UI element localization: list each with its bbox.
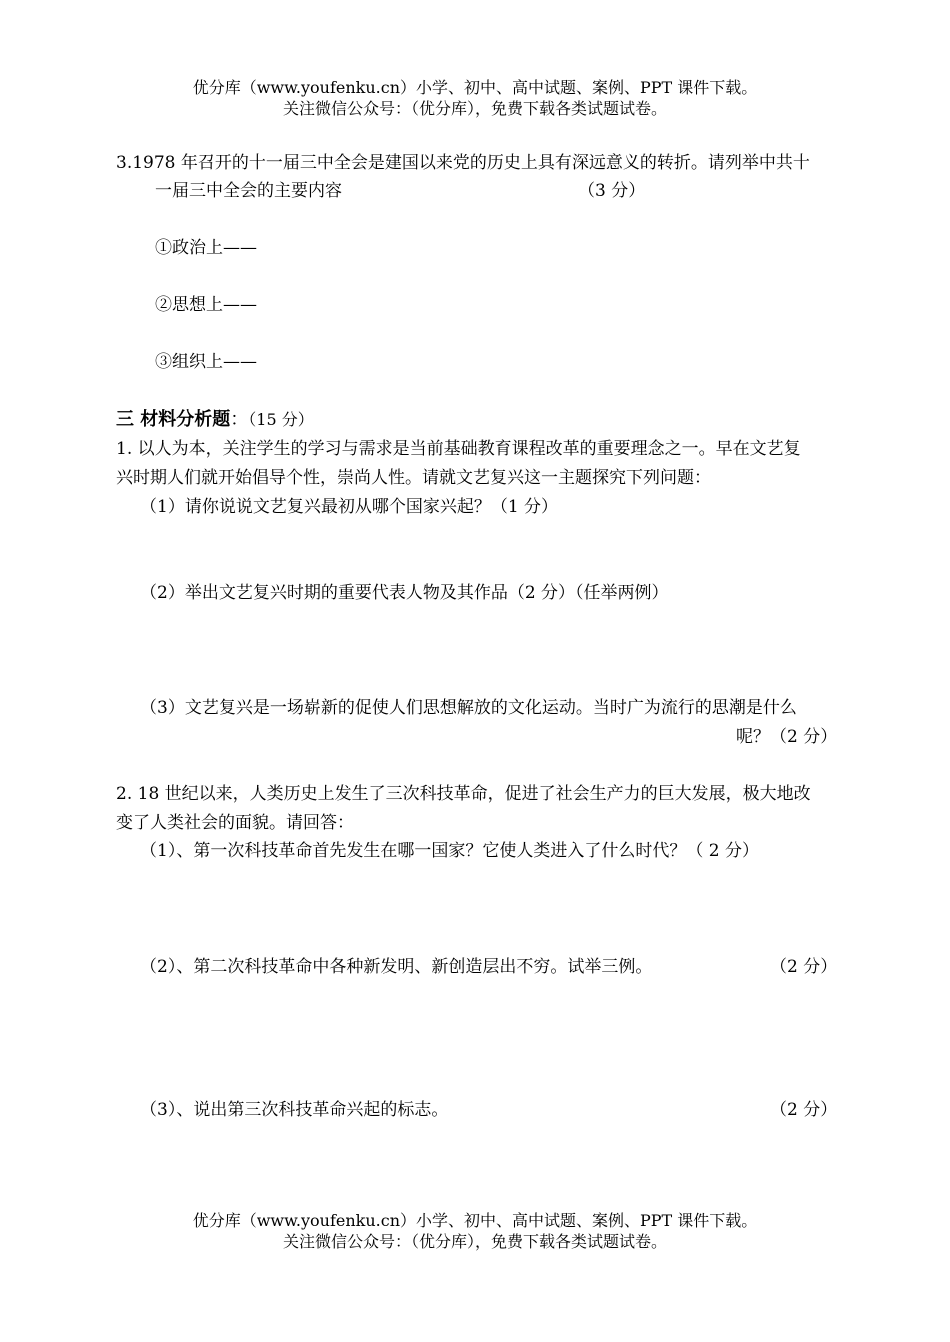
question-3-line2: 一届三中全会的主要内容: [155, 181, 342, 201]
question-3-item-political: ①政治上——: [155, 238, 257, 258]
section-3-colon: ：: [230, 409, 249, 430]
question-3-item-organizational: ③组织上——: [155, 352, 257, 372]
page-header-line2: 关注微信公众号：（优分库），免费下载各类试题试卷。: [282, 99, 667, 118]
question-3-line1: 3.1978 年召开的十一届三中全会是建国以来党的历史上具有深远意义的转折。请列举中共十: [116, 153, 810, 173]
material-2-sub2-score: （2 分）: [770, 957, 838, 977]
question-3-score: （3 分）: [578, 181, 646, 201]
page-footer-line1: 优分库（www.youfenku.cn）小学、初中、高中试题、案例、PPT 课件下载。: [192, 1211, 758, 1230]
section-3-score: （15 分）: [248, 410, 314, 429]
section-3-title: 三 材料分析题: [116, 409, 231, 430]
section-3-heading: [116, 409, 314, 431]
material-1-line2: 兴时期人们就开始倡导个性，崇尚人性。请就文艺复兴这一主题探究下列问题：: [116, 468, 711, 488]
question-3-item-ideological: ②思想上——: [155, 295, 257, 315]
material-1-sub3: （3）文艺复兴是一场崭新的促使人们思想解放的文化运动。当时广为流行的思潮是什么: [140, 698, 797, 718]
material-2-sub1: （1）、第一次科技革命首先发生在哪一国家？它使人类进入了什么时代？（ 2 分）: [140, 841, 759, 861]
material-2-sub3: （3）、说出第三次科技革命兴起的标志。: [140, 1100, 449, 1120]
material-1-line1: 1. 以人为本，关注学生的学习与需求是当前基础教育课程改革的重要理念之一。早在文艺复: [116, 439, 801, 459]
material-2-line2: 变了人类社会的面貌。请回答：: [116, 813, 354, 833]
page-header-line1: 优分库（www.youfenku.cn）小学、初中、高中试题、案例、PPT 课件下载。: [192, 78, 758, 97]
material-1-sub3-cont: 呢？（2 分）: [736, 727, 838, 747]
material-1-sub1: （1）请你说说文艺复兴最初从哪个国家兴起？（1 分）: [140, 497, 559, 517]
material-1-sub2: （2）举出文艺复兴时期的重要代表人物及其作品（2 分）（任举两例）: [140, 583, 669, 603]
material-2-sub2: （2）、第二次科技革命中各种新发明、新创造层出不穷。试举三例。: [140, 957, 653, 977]
material-2-sub3-score: （2 分）: [770, 1100, 838, 1120]
page-footer-line2: 关注微信公众号：（优分库），免费下载各类试题试卷。: [282, 1232, 667, 1251]
material-2-line1: 2. 18 世纪以来，人类历史上发生了三次科技革命，促进了社会生产力的巨大发展，极大地改: [116, 784, 811, 804]
